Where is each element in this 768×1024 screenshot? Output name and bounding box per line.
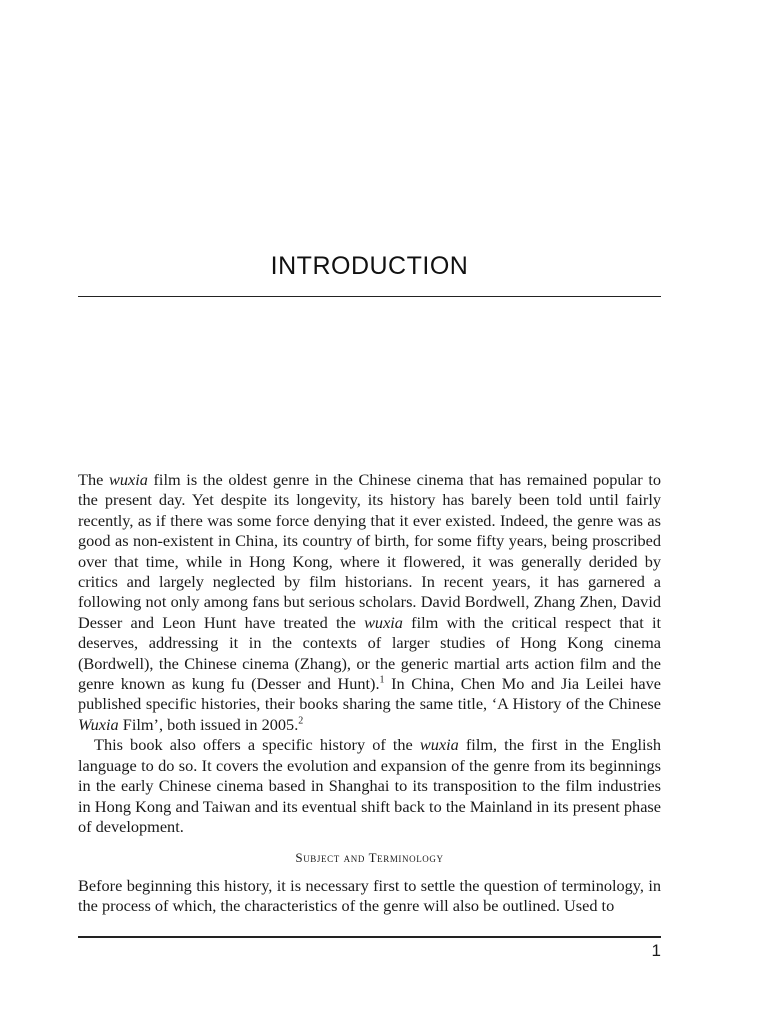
text-run: film, the first in the English language to do so. It covers the evolution and expansion of the genre from its beginnings in the early Chinese cinema based in Shanghai to its transposition to the film industries in Hong Kong and Taiwan and its eventual shift back to the Mainland in its present phase of development.: [78, 735, 662, 836]
italic-term: wuxia: [364, 612, 403, 632]
footnote-ref[interactable]: 1: [379, 674, 385, 686]
italic-term: wuxia: [108, 470, 148, 489]
text-run: film with the critical respect that it deserves, addressing it in the contexts of larger studies of Hong Kong cinema (Bordwell), the Chinese cinema (Zhang), or the generic martial arts action film and the genre known as kung fu (Desser and Hunt).: [78, 612, 661, 694]
chapter-title: INTRODUCTION: [270, 252, 469, 280]
text-run: film is the oldest genre in the Chinese cinema that has remained popular to the present day. Yet despite its longevity, its history has barely been told until fairly recently, as if there was some force denying that it ever existed. Indeed, the genre was as good as non-existent in China, its country of birth, for some fifty years, being proscribed over that time, while in Hong Kong, where it flowered, it was generally derided by critics and largely neglected by film historians. In recent years, it has garnered a following not only among fans but serious scholars. David Bordwell, Zhang Zhen, David Desser and Leon Hunt have treated the: [78, 470, 661, 632]
footer-rule: [78, 936, 661, 938]
paragraph-2: [78, 735, 661, 837]
text-run: The: [78, 470, 109, 489]
intro-text: [78, 470, 661, 837]
italic-term: Wuxia: [78, 714, 119, 734]
title-rule: [78, 296, 661, 297]
section-text: [78, 876, 661, 917]
text-run: Film’, both issued in 2005.: [118, 714, 299, 734]
page-number: 1: [651, 941, 661, 960]
paragraph-1: [78, 470, 661, 735]
text-run: In China, Chen Mo and Jia Leilei have published specific histories, their books sharing the same title, ‘A History of the Chinese: [78, 674, 661, 714]
italic-term: wuxia: [419, 735, 459, 755]
footnote-ref[interactable]: 2: [298, 715, 304, 727]
text-run: This book also offers a specific history of the: [94, 735, 420, 755]
section-paragraph: Before beginning this history, it is necessary first to settle the question of terminology, in the process of which, the characteristics of the genre will also be outlined. Used to: [78, 876, 661, 916]
section-heading: Subject and Terminology: [295, 850, 444, 865]
